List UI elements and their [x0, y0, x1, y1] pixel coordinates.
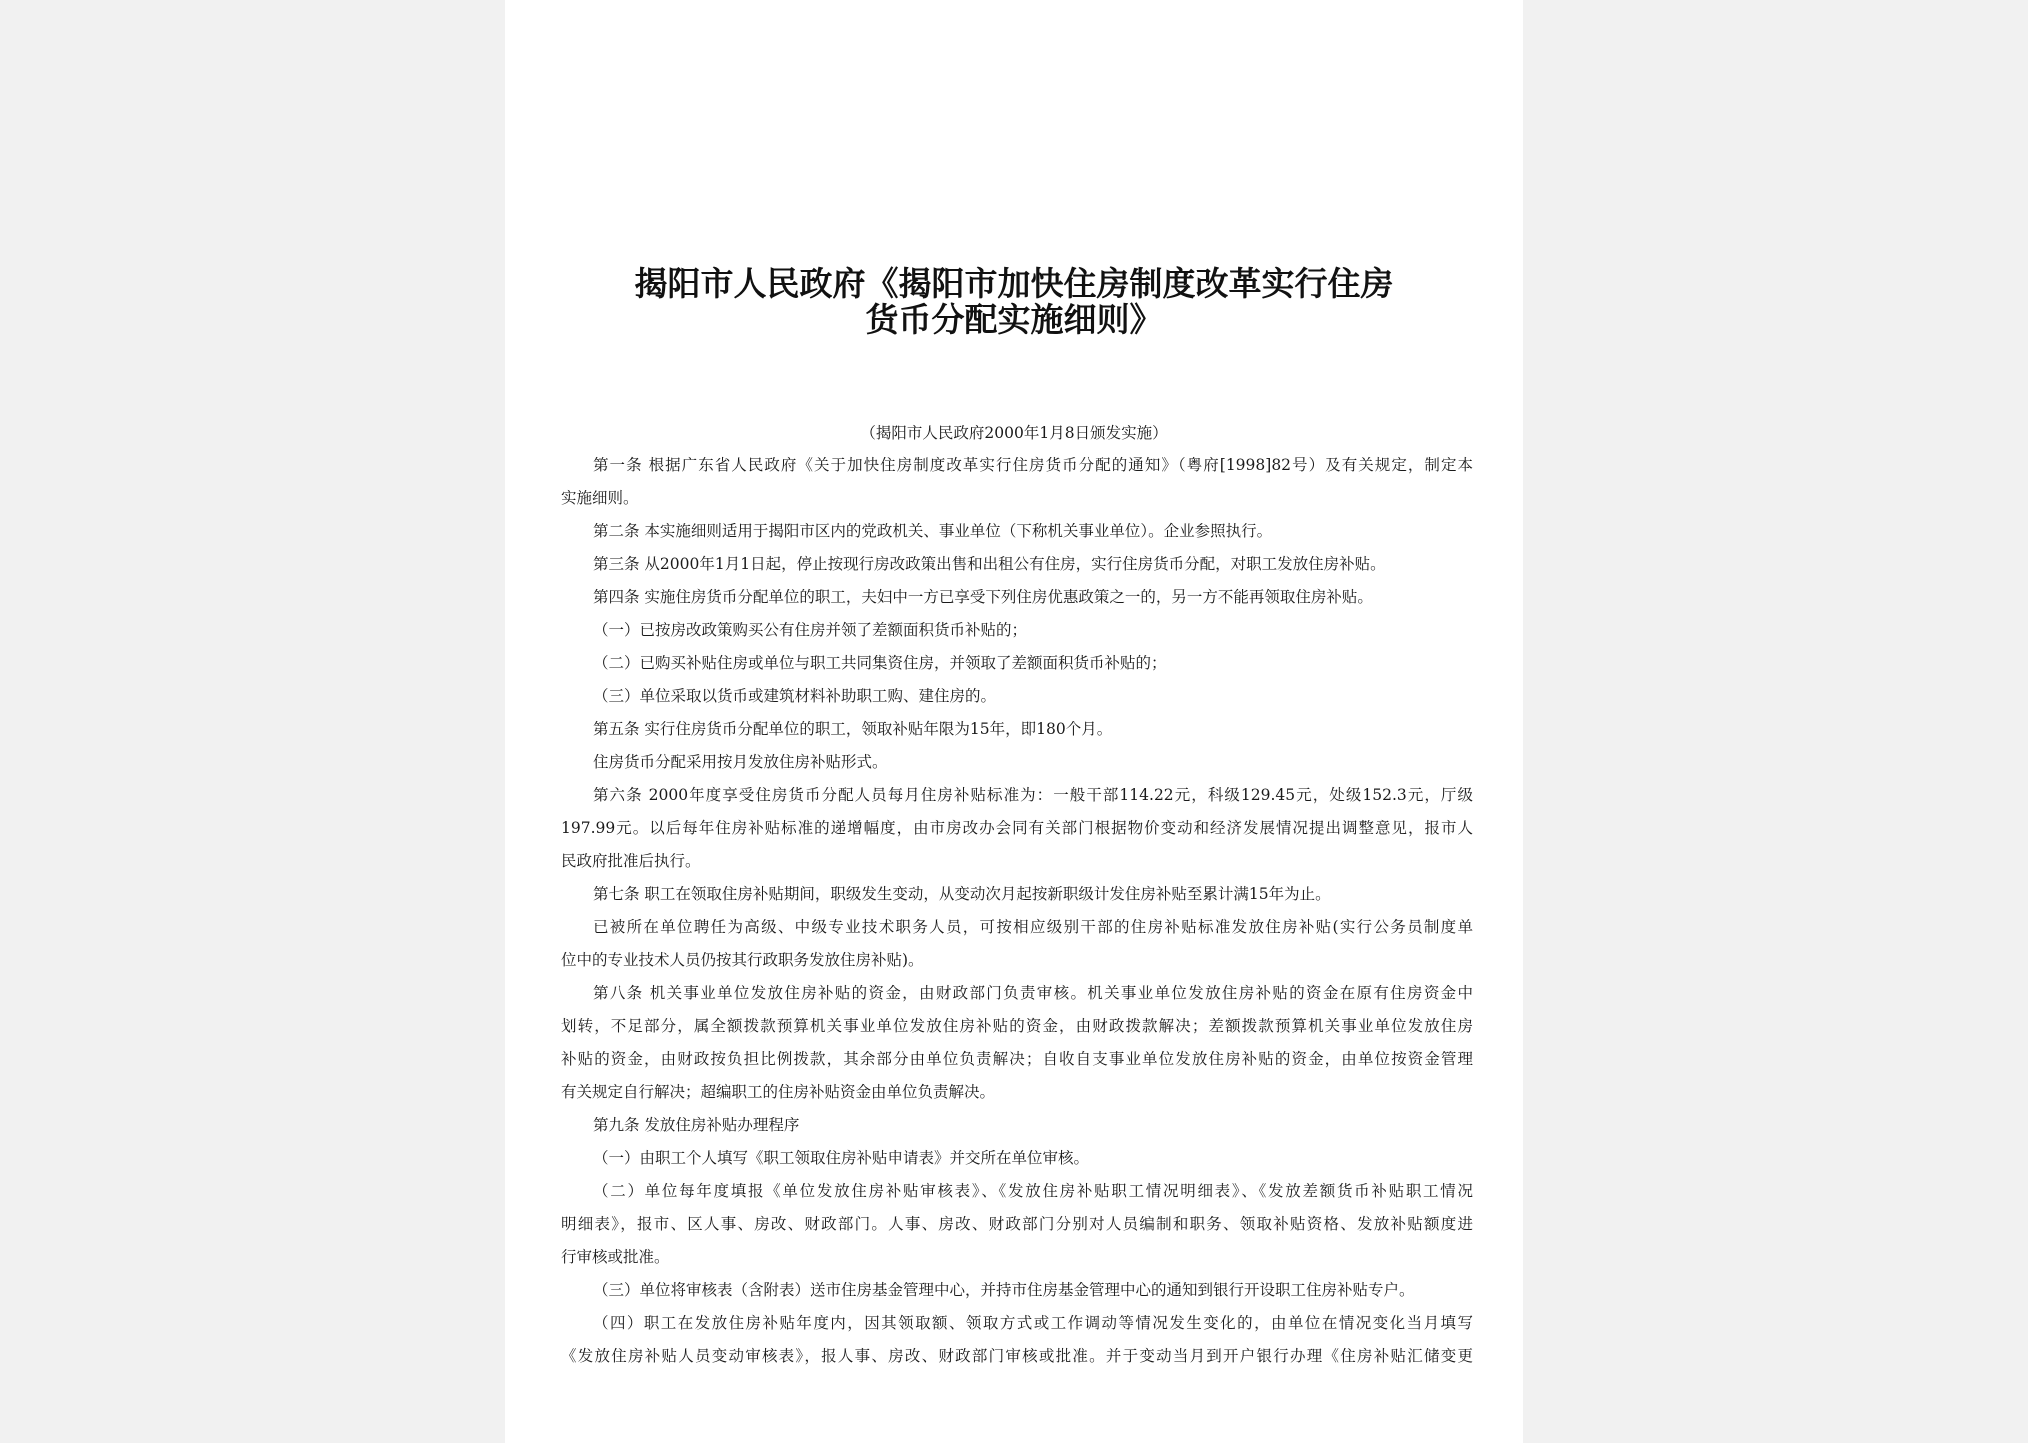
text-line: 已被所在单位聘任为高级、中级专业技术职务人员，可按相应级别干部的住房补贴标准发放住房补贴(实行公务员制度单	[593, 918, 1473, 936]
text-line: 行审核或批准。	[561, 1248, 670, 1266]
text-line: 第六条 2000年度享受住房货币分配人员每月住房补贴标准为：一般干部114.22元，科级129.45元，处级152.3元，厅级	[593, 786, 1473, 804]
text-line: （二）已购买补贴住房或单位与职工共同集资住房，并领取了差额面积货币补贴的；	[593, 654, 1167, 672]
text-line: 住房货币分配采用按月发放住房补贴形式。	[593, 753, 888, 771]
text-line: （一）由职工个人填写《职工领取住房补贴申请表》并交所在单位审核。	[593, 1149, 1090, 1167]
text-line: （三）单位采取以货币或建筑材料补助职工购、建住房的。	[593, 687, 997, 705]
document-title-line-1: 揭阳市人民政府《揭阳市加快住房制度改革实行住房	[634, 264, 1394, 303]
text-line: （四）职工在发放住房补贴年度内，因其领取额、领取方式或工作调动等情况发生变化的，由单位在情况变化当月填写	[593, 1314, 1473, 1332]
text-line: 民政府批准后执行。	[561, 852, 701, 870]
text-line: 第四条 实施住房货币分配单位的职工，夫妇中一方已享受下列住房优惠政策之一的，另一方不能再领取住房补贴。	[593, 588, 1373, 606]
text-line: 第一条 根据广东省人民政府《关于加快住房制度改革实行住房货币分配的通知》（粤府[1998]82号）及有关规定，制定本	[593, 456, 1473, 474]
text-line: （二）单位每年度填报《单位发放住房补贴审核表》、《发放住房补贴职工情况明细表》、《发放差额货币补贴职工情况	[593, 1182, 1473, 1200]
text-line: 第五条 实行住房货币分配单位的职工，领取补贴年限为15年，即180个月。	[593, 720, 1113, 738]
text-line: 第七条 职工在领取住房补贴期间，职级发生变动，从变动次月起按新职级计发住房补贴至累计满15年为止。	[593, 885, 1331, 903]
text-line: 《发放住房补贴人员变动审核表》，报人事、房改、财政部门审核或批准。并于变动当月到开户银行办理《住房补贴汇储变更	[561, 1347, 1473, 1365]
text-line: 明细表》，报市、区人事、房改、财政部门。人事、房改、财政部门分别对人员编制和职务、领取补贴资格、发放补贴额度进	[561, 1215, 1473, 1233]
text-line: 第三条 从2000年1月1日起，停止按现行房改政策出售和出租公有住房，实行住房货币分配，对职工发放住房补贴。	[593, 555, 1386, 573]
document-page	[505, 0, 1523, 1443]
text-line: 划转，不足部分，属全额拨款预算机关事业单位发放住房补贴的资金，由财政拨款解决；差额拨款预算机关事业单位发放住房	[561, 1017, 1473, 1035]
text-line: 实施细则。	[561, 489, 639, 507]
text-line: 补贴的资金，由财政按负担比例拨款，其余部分由单位负责解决；自收自支事业单位发放住房补贴的资金，由单位按资金管理	[561, 1050, 1473, 1068]
text-line: 第二条 本实施细则适用于揭阳市区内的党政机关、事业单位（下称机关事业单位）。企业参照执行。	[593, 522, 1273, 540]
text-line: 第八条 机关事业单位发放住房补贴的资金，由财政部门负责审核。机关事业单位发放住房补贴的资金在原有住房资金中	[593, 984, 1473, 1002]
text-line: 第九条 发放住房补贴办理程序	[593, 1116, 800, 1134]
text-line: （一）已按房改政策购买公有住房并领了差额面积货币补贴的；	[593, 621, 1028, 639]
text-line: 位中的专业技术人员仍按其行政职务发放住房补贴)。	[561, 951, 924, 969]
issue-note: （揭阳市人民政府2000年1月8日颁发实施）	[860, 424, 1168, 442]
text-line: （三）单位将审核表（含附表）送市住房基金管理中心，并持市住房基金管理中心的通知到银行开设职工住房补贴专户。	[593, 1281, 1415, 1299]
text-line: 197.99元。以后每年住房补贴标准的递增幅度，由市房改办会同有关部门根据物价变动和经济发展情况提出调整意见，报市人	[561, 819, 1473, 837]
text-line: 有关规定自行解决；超编职工的住房补贴资金由单位负责解决。	[561, 1083, 996, 1101]
document-title-line-2: 货币分配实施细则》	[865, 300, 1163, 339]
